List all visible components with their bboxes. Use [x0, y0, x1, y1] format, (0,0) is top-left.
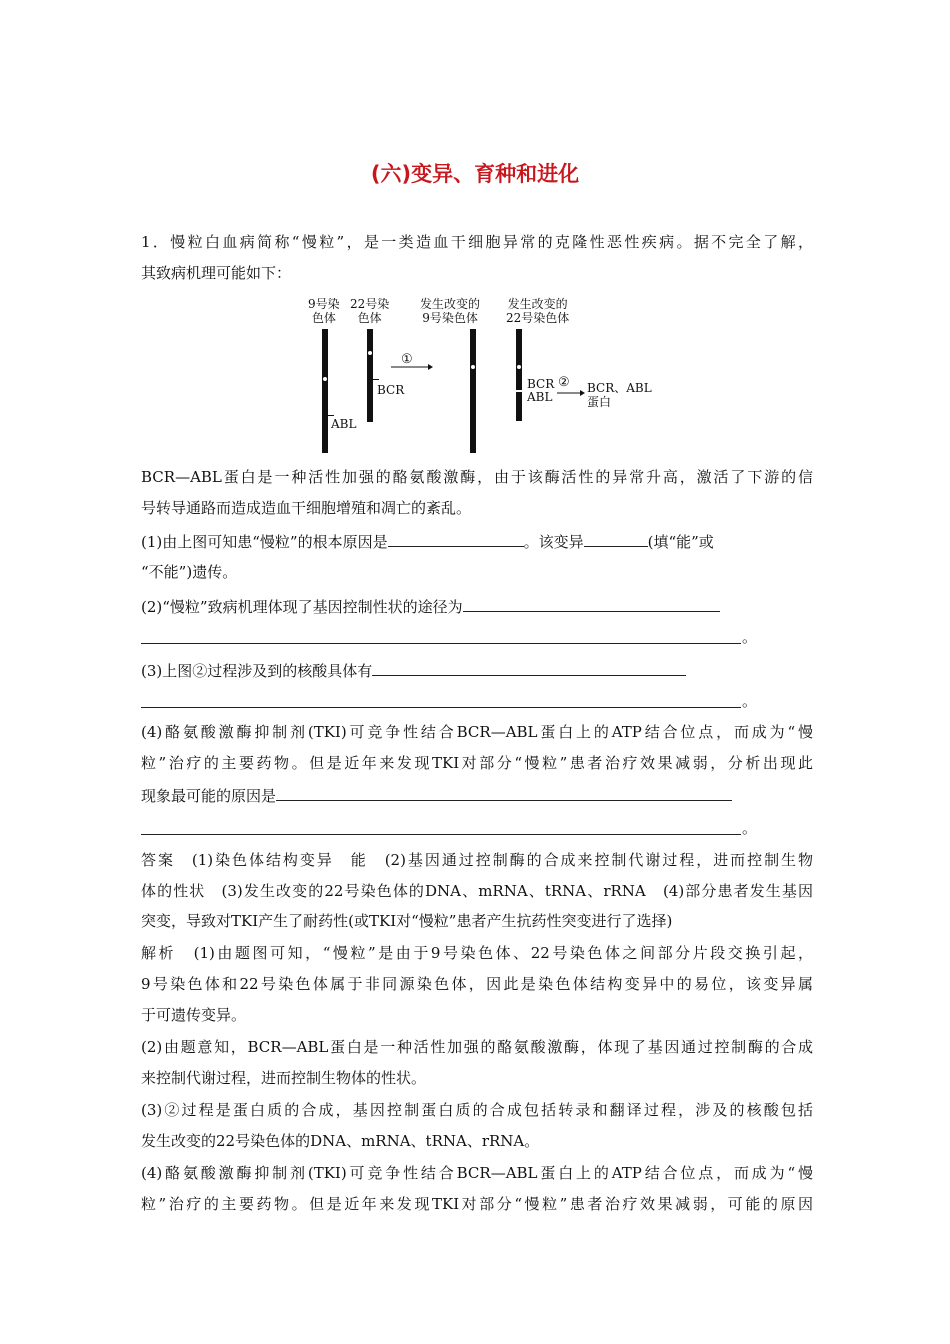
answer-blank-1a[interactable]: [388, 531, 524, 547]
label-bcr: BCR: [377, 383, 405, 397]
label-bcr-fusion: BCR: [527, 377, 555, 391]
chromosome-9: [322, 329, 328, 453]
period-3: 。: [742, 692, 758, 710]
subquestion-1-text-b: 。该变异: [523, 533, 584, 551]
mutated-chromosome-9: [470, 329, 476, 453]
analysis-line-2: 9号染色体和22号染色体属于非同源染色体，因此是染色体结构变异中的易位，该变异属: [141, 975, 813, 993]
question-stem-line-1: 1．慢粒白血病简称“慢粒”，是一类造血干细胞异常的克隆性恶性疾病。据不完全了解，: [141, 233, 813, 251]
label-chr22-line1: 22号染: [350, 297, 390, 311]
label-chr9-line1: 9号染: [308, 297, 340, 311]
step-1-label: ①: [401, 352, 413, 367]
label-mutated-chr9: [420, 297, 480, 325]
subquestion-1-text-c: (填“能”或: [647, 533, 714, 551]
answer-blank-4a[interactable]: [276, 785, 732, 801]
fusion-junction: [516, 390, 522, 392]
subquestion-2: [141, 596, 813, 617]
arrow-step-2-icon: [556, 388, 586, 398]
label-mutated-chr22-line2: 22号染色体: [506, 311, 570, 325]
label-chr9: [308, 297, 340, 325]
period-4: 。: [742, 819, 758, 837]
label-abl: ABL: [331, 417, 357, 431]
answer-blank-2a[interactable]: [463, 596, 720, 612]
label-chr22: [350, 297, 389, 325]
label-mutated-chr22-line1: 发生改变的: [507, 297, 568, 311]
subquestion-1-cont: “不能”)遗传。: [141, 563, 238, 581]
centromere-mutated-9: [470, 364, 476, 370]
answer-line-2: 体的性状 (3)发生改变的22号染色体的DNA、mRNA、tRNA、rRNA (4)部分患者发生基因: [141, 882, 813, 900]
centromere-22: [367, 350, 373, 356]
subquestion-2-text: (2)“慢粒”致病机理体现了基因控制性状的途径为: [141, 598, 463, 616]
subquestion-3-text: (3)上图②过程涉及到的核酸具体有: [141, 662, 373, 680]
centromere-mutated-22: [516, 364, 522, 370]
chromosome-22: [367, 329, 373, 422]
step-2-label: ②: [558, 375, 570, 390]
analysis-line-8: (4)酪氨酸激酶抑制剂(TKI)可竞争性结合BCR—ABL蛋白上的ATP结合位点，而成为“慢: [141, 1164, 813, 1182]
answer-line-1: 答案 (1)染色体结构变异 能 (2)基因通过控制酶的合成来控制代谢过程，进而控制生物: [141, 851, 813, 869]
subquestion-4-line-3: [141, 785, 813, 806]
analysis-line-6: (3)②过程是蛋白质的合成，基因控制蛋白质的合成包括转录和翻译过程，涉及的核酸包括: [141, 1101, 813, 1119]
paragraph-line-2: 号转导通路而造成造血干细胞增殖和凋亡的紊乱。: [141, 499, 472, 517]
label-mutated-chr22: [506, 297, 569, 325]
answer-blank-2b[interactable]: [141, 642, 741, 644]
answer-line-3: 突变，导致对TKI产生了耐药性(或TKI对“慢粒”患者产生抗药性突变进行了选择): [141, 912, 673, 930]
label-abl-fusion: ABL: [527, 390, 553, 404]
answer-blank-3b[interactable]: [141, 706, 741, 708]
subquestion-4-text: 现象最可能的原因是: [141, 787, 277, 805]
subquestion-4-line-2: 粒”治疗的主要药物。但是近年来发现TKI对部分“慢粒”患者治疗效果减弱，分析出现此: [141, 754, 813, 772]
answer-blank-1b[interactable]: [584, 531, 648, 547]
subquestion-1-text-a: (1)由上图可知患“慢粒”的根本原因是: [141, 533, 388, 551]
question-stem-line-2: 其致病机理可能如下：: [141, 264, 292, 282]
label-mutated-chr9-line2: 9号染色体: [422, 311, 478, 325]
centromere-9: [322, 376, 328, 382]
abl-marker: [328, 415, 334, 416]
arrow-step-1-icon: [390, 362, 434, 372]
analysis-line-1: 解析 (1)由题图可知，“慢粒”是由于9号染色体、22号染色体之间部分片段交换引起，: [141, 944, 813, 962]
label-chr9-line2: 色体: [311, 311, 336, 325]
analysis-line-3: 于可遗传变异。: [141, 1006, 247, 1024]
label-chr22-line2: 色体: [357, 311, 382, 325]
analysis-line-9: 粒”治疗的主要药物。但是近年来发现TKI对部分“慢粒”患者治疗效果减弱，可能的原因: [141, 1195, 813, 1213]
paragraph-line-1: BCR—ABL蛋白是一种活性加强的酪氨酸激酶，由于该酶活性的异常升高，激活了下游的信: [141, 468, 813, 486]
label-fusion-protein-line1: BCR、ABL: [587, 381, 652, 395]
mutated-chromosome-22: [516, 329, 522, 421]
subquestion-1: [141, 531, 813, 552]
subquestion-3: [141, 660, 813, 681]
label-fusion-protein: [587, 381, 652, 409]
analysis-line-5: 来控制代谢过程，进而控制生物体的性状。: [141, 1069, 427, 1087]
subquestion-4-line-1: (4)酪氨酸激酶抑制剂(TKI)可竞争性结合BCR—ABL蛋白上的ATP结合位点，而成为“慢: [141, 723, 813, 741]
answer-blank-3a[interactable]: [372, 660, 686, 676]
bcr-marker: [373, 379, 379, 380]
label-mutated-chr9-line1: 发生改变的: [420, 297, 481, 311]
period-2: 。: [742, 628, 758, 646]
label-fusion-protein-line2: 蛋白: [587, 395, 612, 409]
page-title: (六)变异、育种和进化: [370, 162, 580, 186]
analysis-line-7: 发生改变的22号染色体的DNA、mRNA、tRNA、rRNA。: [141, 1132, 540, 1150]
analysis-line-4: (2)由题意知，BCR—ABL蛋白是一种活性加强的酪氨酸激酶，体现了基因通过控制酶的合成: [141, 1038, 813, 1056]
answer-blank-4b[interactable]: [141, 833, 741, 835]
